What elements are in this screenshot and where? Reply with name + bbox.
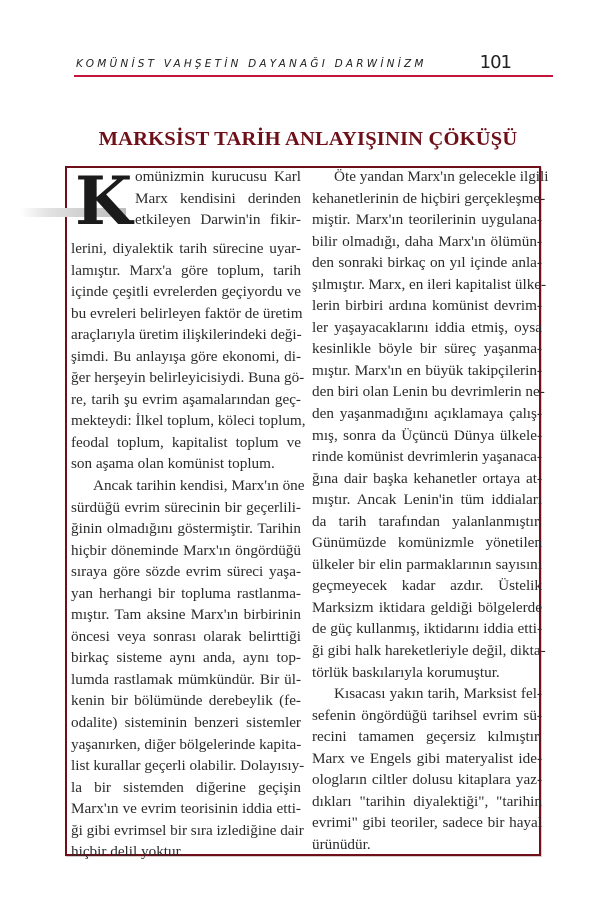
text-line: den sonraki birkaç on yıl içinde anla- (312, 254, 542, 272)
text-line: Marksizm iktidara geldiği bölgelerde (312, 598, 542, 616)
text-line: Marx ve Engels gibi materyalist ide- (312, 749, 542, 767)
left-column (71, 162, 306, 863)
text-line: öncesi veya sonrası olarak belirttiği (71, 627, 301, 645)
text-line: sefenin öngördüğü tarihsel evrim sü- (312, 706, 542, 724)
text-line: ülkeler bir elin parmaklarının sayısını (312, 555, 542, 573)
text-line: törlük baskılarıyla korumuştur. (312, 663, 500, 681)
text-line: ler yaşayacaklarını iddia etmiş, oysa (312, 318, 542, 336)
running-title: KOMÜNİST VAHŞETİN DAYANAĞI DARWİNİZM (76, 58, 427, 70)
text-line: mekteydi: İlkel toplum, köleci toplum, (71, 412, 306, 430)
drop-cap: K (75, 162, 133, 240)
text-line: ğına dair başka kehanetler ortaya at- (312, 469, 542, 487)
text-line: recini tamamen geçersiz kılmıştır. (312, 728, 542, 746)
text-line: odalite) sisteminin benzeri sistemler (71, 714, 301, 732)
text-line: rinde komünist devrimlerin yaşanaca- (312, 448, 542, 466)
text-line: yan herhangi bir topluma rastlanma- (71, 584, 301, 602)
text-line: ürünüdür. (312, 835, 371, 853)
text-line: etkileyen Darwin'in fikir- (135, 211, 301, 229)
text-line: list kurallar geçerli olabilir. Dolayısıy- (71, 757, 305, 775)
text-line: mış, sonra da Üçüncü Dünya ülkele- (312, 426, 542, 444)
text-line: şimdi. Bu anlayışa göre ekonomi, di- (71, 347, 301, 365)
text-line: bu evreleri belirleyen faktör de üretim (71, 304, 303, 322)
text-line: mıştır. Marx'ın en büyük takipçilerin- (312, 361, 542, 379)
text-line: lerin birbiri ardına komünist devrim- (312, 297, 542, 315)
text-line: geçmeyecek kadar azdır. Üstelik (312, 577, 542, 595)
text-line: den biri olan Lenin bu devrimlerin ne- (312, 383, 545, 401)
text-line: kesinlikle böyle bir süreç yaşanma- (312, 340, 542, 358)
text-line: içinde çeşitli evrelerden geçiyordu ve (71, 283, 301, 301)
chapter-title: MARKSİST TARİH ANLAYIŞININ ÇÖKÜŞÜ (98, 128, 518, 150)
text-line: Marx kendisini derinden (135, 189, 301, 207)
text-line: lamıştır. Marx'a göre toplum, tarih (71, 261, 301, 279)
text-line: Günümüzde komünizmle yönetilen (312, 534, 542, 552)
drop-cap-container (71, 162, 133, 240)
text-line: den yaşanmadığını açıklamaya çalış- (312, 405, 542, 423)
text-line: da tarih tarafından yalanlanmıştır. (312, 512, 542, 530)
text-line: la bir sistemden diğerine geçişin (71, 778, 301, 796)
text-line: Kısacası yakın tarih, Marksist fel- (334, 685, 542, 703)
text-line: hiçbir delil yoktur. (71, 843, 184, 861)
text-line: hiçbir döneminde Marx'ın öngördüğü (71, 541, 301, 559)
text-line: de güç kullanmış, iktidarını iddia etti- (312, 620, 542, 638)
text-line: Ancak tarihin kendisi, Marx'ın öne (93, 477, 305, 495)
text-line: lumda rastlamak mümkündür. Bir ül- (71, 670, 301, 688)
text-line: şılmıştır. Marx, en ileri kapitalist ülke- (312, 275, 547, 293)
text-line: sürdüğü evrim sürecinin bir geçerlili- (71, 498, 301, 516)
text-line: ği gibi halk hareketleriyle değil, dikta- (312, 642, 546, 660)
text-line: omünizmin kurucusu Karl (135, 168, 301, 185)
text-line: bilir olmadığı, daha Marx'ın ölümün- (312, 232, 542, 250)
text-line: lerini, diyalektik tarih sürecine uyar- (71, 240, 301, 257)
text-line: yaşanırken, diğer bölgelerinde kapita- (71, 735, 302, 753)
text-line: kenin bir bölümünde derebeylik (fe- (71, 692, 301, 710)
text-line: mıştır. Tam aksine Marx'ın birbirinin (71, 606, 301, 624)
text-line: ğinin olmadığını göstermiştir. Tarihin (71, 520, 301, 538)
page-number: 101 (479, 52, 511, 73)
text-line: miştir. Marx'ın teorilerinin uygulana- (312, 211, 542, 229)
right-column (312, 166, 549, 856)
text-line: birkaç sisteme aynı anda, aynı top- (71, 649, 301, 667)
text-line: ği gibi evrimsel bir sıra izlediğine dair (71, 821, 304, 839)
running-header (74, 53, 553, 77)
text-line: re, tarih şu evrim aşamalarından geç- (71, 390, 301, 408)
text-line: mıştır. Ancak Lenin'in tüm iddiaları (312, 491, 542, 509)
text-line: evrimi" gibi teoriler, sadece bir hayal (312, 814, 542, 832)
text-line: araçlarıyla üretim ilişkilerindeki deği- (71, 326, 302, 344)
text-line: ğer herşeyin belirleyicisiydi. Buna gö- (71, 369, 305, 387)
text-line: kehanetlerinin de hiçbiri gerçekleşme- (312, 189, 546, 207)
text-line: son aşama olan komünist toplum. (71, 455, 275, 473)
text-line: Öte yandan Marx'ın gelecekle ilgili (334, 168, 549, 185)
text-line: feodal toplum, kapitalist toplum ve (71, 433, 301, 451)
text-line: Marx'ın ve evrim teorisinin iddia etti- (71, 800, 301, 818)
text-line: sıraya göre sözde evrim süreci yaşa- (71, 563, 301, 581)
text-line: ologların ciltler dolusu kitaplara yaz- (312, 771, 542, 789)
text-line: dıkları "tarihin diyalektiği", "tarihin (312, 792, 542, 810)
